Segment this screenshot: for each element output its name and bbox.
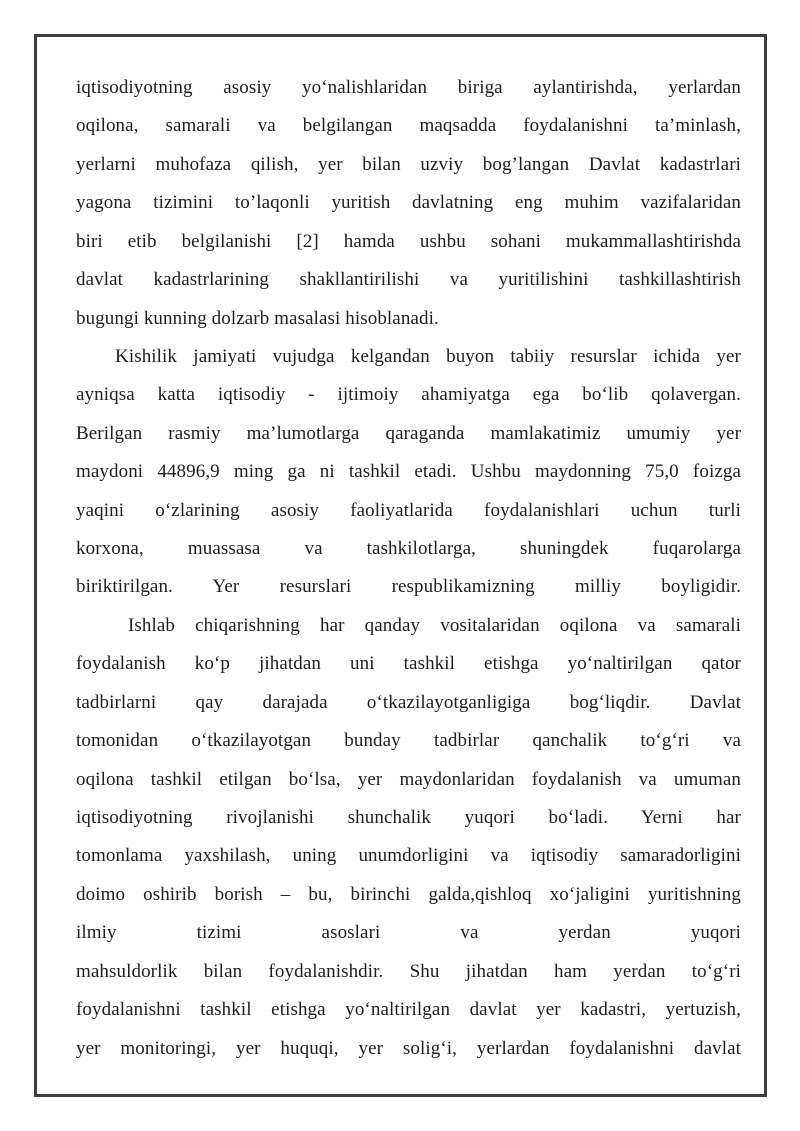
- text-line: yerlarni muhofaza qilish, yer bilan uzviy bog’langan Davlat kadastrlari: [76, 153, 741, 175]
- text-line: Ishlab chiqarishning har qanday vositalaridan oqilona va samarali: [128, 614, 741, 636]
- text-line: oqilona, samarali va belgilangan maqsadda foydalanishni ta’minlash,: [76, 115, 741, 137]
- text-line: foydalanish koʻp jihatdan uni tashkil etishga yoʻnaltirilgan qator: [76, 653, 741, 675]
- text-line: ayniqsa katta iqtisodiy - ijtimoiy ahamiyatga ega boʻlib qolavergan.: [76, 384, 741, 406]
- paragraph: [76, 69, 741, 338]
- text-line: bugungi kunning dolzarb masalasi hisoblanadi.: [76, 307, 439, 329]
- text-line: iqtisodiyotning asosiy yoʻnalishlaridan biriga aylantirishda, yerlardan: [76, 77, 741, 98]
- text-line: tadbirlarni qay darajada oʻtkazilayotganligiga bogʻliqdir. Davlat: [76, 691, 741, 713]
- text-line: Kishilik jamiyati vujudga kelgandan buyon tabiiy resurslar ichida yer: [115, 345, 741, 367]
- text-line: Berilgan rasmiy ma’lumotlarga qaraganda mamlakatimiz umumiy yer: [76, 422, 741, 444]
- text-line: korxona, muassasa va tashkilotlarga, shuningdek fuqarolarga: [76, 538, 741, 560]
- text-line: davlat kadastrlarining shakllantirilishi va yuritilishini tashkillashtirish: [76, 269, 741, 291]
- text-line: ilmiy tizimi asoslari va yerdan yuqori: [76, 922, 741, 944]
- text-line: yer monitoringi, yer huquqi, yer soligʻi, yerlardan foydalanishni davlat: [76, 1037, 741, 1059]
- document-text: [76, 69, 741, 1068]
- text-line: tomonlama yaxshilash, uning unumdorligini va iqtisodiy samaradorligini: [76, 845, 741, 867]
- text-line: biriktirilgan. Yer resurslari respublikamizning milliy boyligidir.: [76, 576, 741, 598]
- text-line: doimo oshirib borish – bu, birinchi galda,qishloq xoʻjaligini yuritishning: [76, 883, 741, 905]
- page-border-frame: [34, 34, 767, 1097]
- paragraph: [76, 338, 741, 607]
- text-line: yaqini oʻzlarining asosiy faoliyatlarida foydalanishlari uchun turli: [76, 499, 741, 521]
- text-line: biri etib belgilanishi [2] hamda ushbu sohani mukammallashtirishda: [76, 230, 741, 252]
- text-line: mahsuldorlik bilan foydalanishdir. Shu jihatdan ham yerdan toʻgʻri: [76, 960, 741, 982]
- text-line: yagona tizimini to’laqonli yuritish davlatning eng muhim vazifalaridan: [76, 192, 741, 214]
- text-line: iqtisodiyotning rivojlanishi shunchalik yuqori boʻladi. Yerni har: [76, 807, 741, 829]
- text-line: maydoni 44896,9 ming ga ni tashkil etadi. Ushbu maydonning 75,0 foizga: [76, 461, 741, 483]
- text-line: tomonidan oʻtkazilayotgan bunday tadbirlar qanchalik toʻgʻri va: [76, 730, 741, 752]
- text-line: oqilona tashkil etilgan boʻlsa, yer maydonlaridan foydalanish va umuman: [76, 768, 741, 790]
- paragraph: [76, 607, 741, 1068]
- text-line: foydalanishni tashkil etishga yoʻnaltirilgan davlat yer kadastri, yertuzish,: [76, 999, 741, 1021]
